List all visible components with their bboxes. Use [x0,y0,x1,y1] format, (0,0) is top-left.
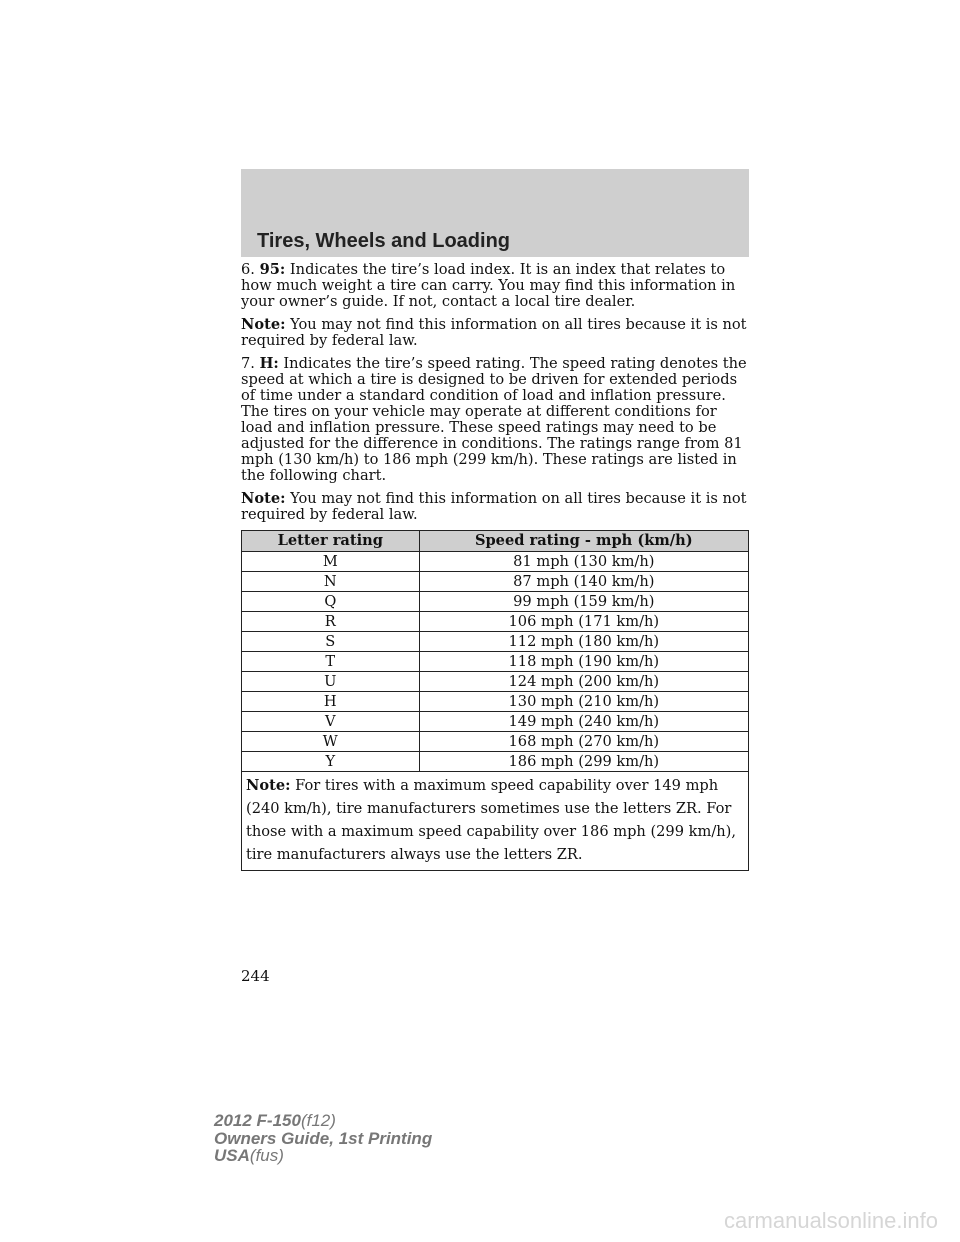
speed-cell: 118 mph (190 km/h) [419,652,748,672]
speed-cell: 186 mph (299 km/h) [419,752,748,772]
letter-cell: M [242,552,420,572]
section-header [241,169,749,257]
letter-cell: V [242,712,420,732]
table-note-row [242,772,749,871]
paragraph-note-1: Note: You may not find this information on all tires because it is not required by federal law. [241,316,747,349]
speed-cell: 168 mph (270 km/h) [419,732,748,752]
speed-cell: 87 mph (140 km/h) [419,572,748,592]
section-title: Tires, Wheels and Loading [257,230,511,252]
table-row [242,572,749,592]
table-row [242,692,749,712]
table-row [242,672,749,692]
paragraph-load-index: 6. 95: Indicates the tire’s load index. It is an index that relates to how much weight a tire can carry. You may find this information in your owner’s guide. If not, contact a local tire dealer. [241,261,736,310]
letter-cell: Y [242,752,420,772]
footer-line-1: 2012 F-150(f12) [214,1111,336,1130]
table-row [242,652,749,672]
table-row [242,732,749,752]
table-row [242,592,749,612]
content [241,262,749,871]
letter-cell: H [242,692,420,712]
letter-cell: N [242,572,420,592]
column-header: Letter rating [242,531,420,552]
speed-cell: 149 mph (240 km/h) [419,712,748,732]
speed-cell: 124 mph (200 km/h) [419,672,748,692]
table-header-row [242,531,749,552]
letter-cell: R [242,612,420,632]
paragraph-note-2: Note: You may not find this information on all tires because it is not required by federal law. [241,490,747,523]
table-row [242,752,749,772]
speed-rating-table [241,530,749,871]
letter-cell: W [242,732,420,752]
footer-line-3: USA(fus) [214,1146,284,1165]
letter-cell: U [242,672,420,692]
table-row [242,712,749,732]
speed-cell: 99 mph (159 km/h) [419,592,748,612]
letter-cell: S [242,632,420,652]
footer-line-2: Owners Guide, 1st Printing [214,1128,433,1148]
print-footer [214,1112,432,1165]
paragraph-speed-rating: 7. H: Indicates the tire’s speed rating. The speed rating denotes the speed at which a tire is designed to be driven for extended periods of time under a standard condition of load and inflation pressure. The tires on your vehicle may operate at different conditions for load and inflation pressure. These speed ratings may need to be adjusted for the difference in conditions. The ratings range from 81 mph (130 km/h) to 186 mph (299 km/h). These ratings are listed in the following chart. [241,355,747,484]
speed-cell: 130 mph (210 km/h) [419,692,748,712]
table-row [242,612,749,632]
speed-cell: 81 mph (130 km/h) [419,552,748,572]
letter-cell: Q [242,592,420,612]
watermark: carmanualsonline.info [723,1208,938,1233]
speed-cell: 106 mph (171 km/h) [419,612,748,632]
column-header: Speed rating - mph (km/h) [419,531,748,552]
table-row [242,632,749,652]
table-row [242,552,749,572]
page-number: 244 [241,967,270,985]
letter-cell: T [242,652,420,672]
speed-cell: 112 mph (180 km/h) [419,632,748,652]
table-note: Note: For tires with a maximum speed capability over 149 mph (240 km/h), tire manufacturers sometimes use the letters ZR. For those with a maximum speed capability over 186 mph (299 km/h), tire manufacturers always use the letters ZR. [242,772,749,871]
